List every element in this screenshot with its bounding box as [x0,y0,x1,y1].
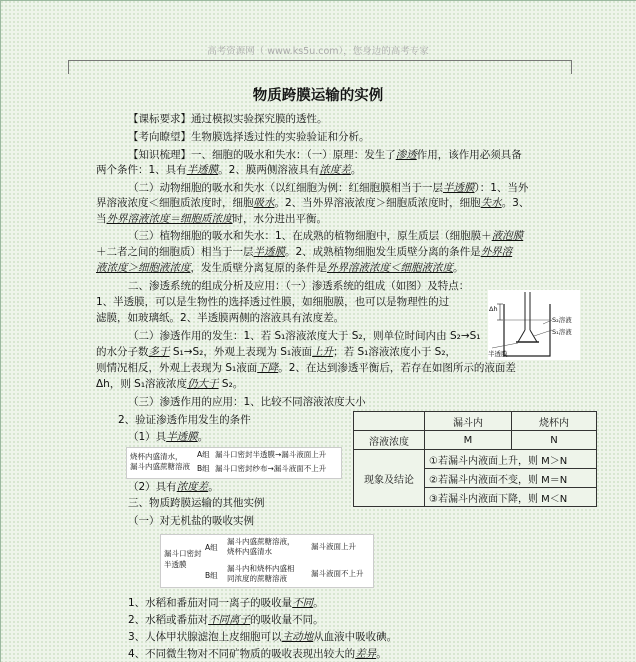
group-a-condition: 烧杯内盛清水 [227,547,272,556]
text-line: 【知识梳理】一、细胞的吸水和失水：（一）原理：发生了渗透作用，该作用必须具备 [128,149,522,161]
group-a-label: A组 [197,450,210,459]
text-line: 3、人体甲状腺滤泡上皮细胞可以主动地从血液中吸收碘。 [128,631,398,643]
table-row [354,450,597,469]
group-b-label: B组 [205,571,218,580]
table-cell: ③若漏斗内液面下降，则 M＜N [425,488,597,507]
text-line: （2）具有浓度差。 [128,481,219,493]
table-cell: N [512,431,597,450]
group-b-result: 漏斗口密封纱布→漏斗液面不上升 [215,464,327,473]
text-line: （三）渗透作用的应用：1、比较不同溶液浓度大小 [128,396,366,408]
text-line: 的水分子数多于 S₁→S₂，外观上表现为 S₁液面上升；若 S₁溶液浓度小于 S₂， [96,346,457,358]
diagram-condition: 漏斗内盛蔗糖溶液 [130,462,190,471]
table-cell: ①若漏斗内液面上升，则 M＞N [425,450,597,469]
table-header-cell [354,412,425,431]
table-cell: 溶液浓度 [354,431,425,450]
group-b-result: 漏斗液面不上升 [311,569,364,578]
comparison-table [353,411,597,507]
text-line: 【考向瞭望】生物膜选择透过性的实验验证和分析。 [128,131,370,143]
table-row [354,431,597,450]
concentration-difference-diagram [160,534,374,588]
osmosis-apparatus-figure [488,290,580,360]
group-a-label: A组 [205,543,218,552]
page-title: 物质跨膜运输的实例 [252,88,384,104]
group-a-result: 漏斗口密封半透膜→漏斗液面上升 [215,450,327,459]
text-line: 液浓度＞细胞液浓度，发生质壁分离复原的条件是外界溶液浓度＜细胞液浓度。 [96,262,464,274]
header-rule-left-tick [68,60,69,74]
group-b-condition: 同浓度的蔗糖溶液 [227,574,287,583]
text-line: （一）对无机盐的吸收实例 [128,515,254,527]
group-b-label: B组 [197,464,210,473]
text-line: 2、水稻或番茄对不同离子的吸收量不同。 [128,614,324,626]
table-header-cell: 烧杯内 [512,412,597,431]
table-header-cell: 漏斗内 [425,412,512,431]
s2-label: S₂溶液 [552,316,572,324]
text-line: 2、验证渗透作用发生的条件 [118,414,251,426]
text-line: （三）植物细胞的吸水和失水：1、在成熟的植物细胞中，原生质层（细胞膜＋液泡膜 [128,230,524,242]
semipermeable-membrane-diagram [126,447,342,479]
membrane-label: 半透膜 [488,350,508,358]
text-line: 则情况相反，外观上表现为 S₁液面下降。2、在达到渗透平衡后，若存在如图所示的液面差 [96,362,516,374]
text-line: ＋二者之间的细胞质）相当于一层半透膜。2、成熟植物细胞发生质壁分离的条件是外界溶 [96,246,513,258]
text-line: 两个条件：1、具有半透膜。2、膜两侧溶液具有浓度差。 [96,164,362,176]
table-cell: 现象及结论 [354,450,425,507]
text-line: 二、渗透系统的组成分析及应用：（一）渗透系统的组成（如图）及特点： [128,280,470,292]
table-cell: M [425,431,512,450]
text-line: 滤膜，如玻璃纸。2、半透膜两侧的溶液具有浓度差。 [96,312,345,324]
text-line: （二）动物细胞的吸水和失水（以红细胞为例：红细胞膜相当于一层半透膜）：1、当外 [128,182,529,194]
header-rule-right-tick [571,60,572,74]
text-line: 1、水稻和番茄对同一离子的吸收量不同。 [128,597,324,609]
page-header: 高考资源网（ www.ks5u.com），您身边的高考专家 [207,46,429,57]
table-row [354,412,597,431]
table-cell: ②若漏斗内液面不变，则 M＝N [425,469,597,488]
group-b-condition: 漏斗内和烧杯内盛相 [227,564,295,573]
text-line: 4、不同微生物对不同矿物质的吸收表现出较大的差异。 [128,648,387,660]
header-rule [68,60,572,61]
text-line: （二）渗透作用的发生：1、若 S₁溶液浓度大于 S₂，则单位时间内由 S₂→S₁ [128,330,481,342]
text-line: Δh，则 S₁溶液浓度仍大于 S₂。 [96,378,244,390]
text-line: 三、物质跨膜运输的其他实例 [128,497,265,509]
s1-label: S₁溶液 [552,328,572,336]
group-a-result: 漏斗液面上升 [311,542,356,551]
text-line: 界溶液浓度＜细胞质浓度时，细胞吸水。2、当外界溶液浓度＞细胞质浓度时，细胞失水。3、 [96,197,530,209]
diagram-condition: 烧杯内盛清水， [130,452,183,461]
text-line: 1、半透膜，可以是生物性的选择透过性膜，如细胞膜，也可以是物理性的过 [96,296,450,308]
diagram-condition: 漏斗口密封 [164,549,202,558]
page-border-top [0,0,636,1]
text-line: （1）具半透膜。 [128,431,209,443]
diagram-condition: 半透膜 [164,560,187,569]
text-line: 当外界溶液浓度＝细胞质浓度时，水分进出平衡。 [96,213,327,225]
text-line: 【课标要求】通过模拟实验探究膜的透性。 [128,113,328,125]
delta-h-label: Δh [489,305,498,313]
group-a-condition: 漏斗内盛蔗糖溶液， [227,537,295,546]
